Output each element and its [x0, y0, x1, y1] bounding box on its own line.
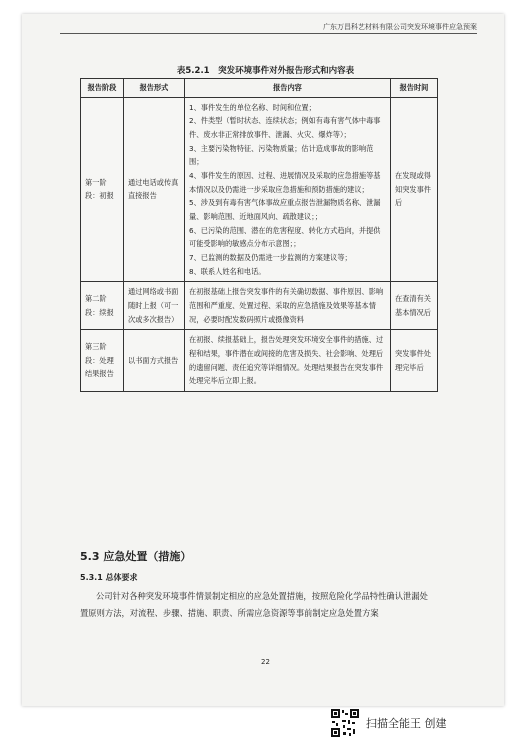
- row-content: [185, 282, 391, 330]
- content-line: 2、件类型（暂时状态、连续状态；例如有毒有害气体中毒事件、废水非正常排放事件、泄漏、火灾、爆炸等）；: [189, 116, 381, 139]
- content-line: 在初报、续报基础上，报告处理突发环境安全事件的措施、过程和结果，事件潜在或间接的危害及损失、社会影响、处理后的遗留问题、责任追究等详细情况。处理结果报告在突发事件处理完毕后立即上报。: [189, 335, 384, 386]
- header-rule: [60, 33, 477, 34]
- content-line: 7、已监测的数据及仍需进一步监测的方案建议等；: [189, 252, 352, 262]
- scanner-text: 扫描全能王 创建: [366, 717, 447, 730]
- header-content: 报告内容: [185, 79, 391, 98]
- row-content: [185, 97, 391, 282]
- row-time: 在查清有关基本情况后: [391, 282, 438, 330]
- table-row: [81, 282, 438, 330]
- row-form: 通过电话或传真直接报告: [124, 97, 185, 282]
- content-line: 6、已污染的范围、潜在的危害程度、转化方式趋向，并提供可能受影响的敏感点分布示意图；；: [189, 225, 381, 249]
- row-stage: 第二阶段：续报: [81, 282, 124, 330]
- section-title: 5.3 应急处置（措施）: [80, 550, 192, 563]
- content-line: 8、联系人姓名和电话。: [189, 266, 266, 276]
- content-line: 4、事件发生的原因、过程、进展情况及采取的应急措施等基本情况以及仍需进一步采取应急措施和预防措施的建议；: [189, 170, 381, 194]
- row-time: 突发事件处理完毕后: [391, 330, 438, 392]
- table-header-row: [81, 79, 438, 98]
- page-header: 广东万昌科艺材料有限公司突发环境事件应急预案: [323, 23, 477, 31]
- page-number: 22: [261, 658, 270, 666]
- content-line: 3、主要污染物特征、污染物质量；估计造成事故的影响范围；: [189, 143, 374, 167]
- header-form: 报告形式: [124, 79, 185, 98]
- table-row: [81, 97, 438, 282]
- content-line: 1、事件发生的单位名称、时间和位置；: [189, 102, 316, 112]
- header-time: 报告时间: [391, 79, 438, 98]
- table-caption: 表5.2.1 突发环境事件对外报告形式和内容表: [176, 66, 355, 76]
- subsection-title: 5.3.1 总体要求: [80, 573, 138, 582]
- table-row: [81, 330, 438, 392]
- row-stage: 第三阶段：处理结果报告: [81, 330, 124, 392]
- content-line: 在初报基础上报告突发事件的有关确切数据、事件原因、影响范围和严重度、处置过程、采取的应急措施及效果等基本情况，必要时配发数码照片或摄像资料: [189, 287, 384, 324]
- row-form: 以书面方式报告: [124, 330, 185, 392]
- header-stage: 报告阶段: [81, 79, 124, 98]
- body-paragraph: 公司针对各种突发环境事件情景制定相应的应急处置措施，按照危险化学品特性确认泄漏处置原则方法，对流程、步骤、措施、职责、所需应急资源等事前制定应急处置方案: [80, 591, 428, 618]
- row-form: 通过网络或书面随时上报（可一次或多次报告）: [124, 282, 185, 330]
- row-time: 在发现或得知突发事件后: [391, 97, 438, 282]
- scanner-watermark: [330, 708, 447, 738]
- report-table: [80, 78, 438, 392]
- row-content: [185, 330, 391, 392]
- row-stage: 第一阶段：初报: [81, 97, 124, 282]
- qr-code-icon: [330, 708, 360, 738]
- content-line: 5、涉及到有毒有害气体事故应重点报告泄漏物质名称、泄漏量、影响范围、近地面风向、疏散建议；；: [189, 198, 381, 221]
